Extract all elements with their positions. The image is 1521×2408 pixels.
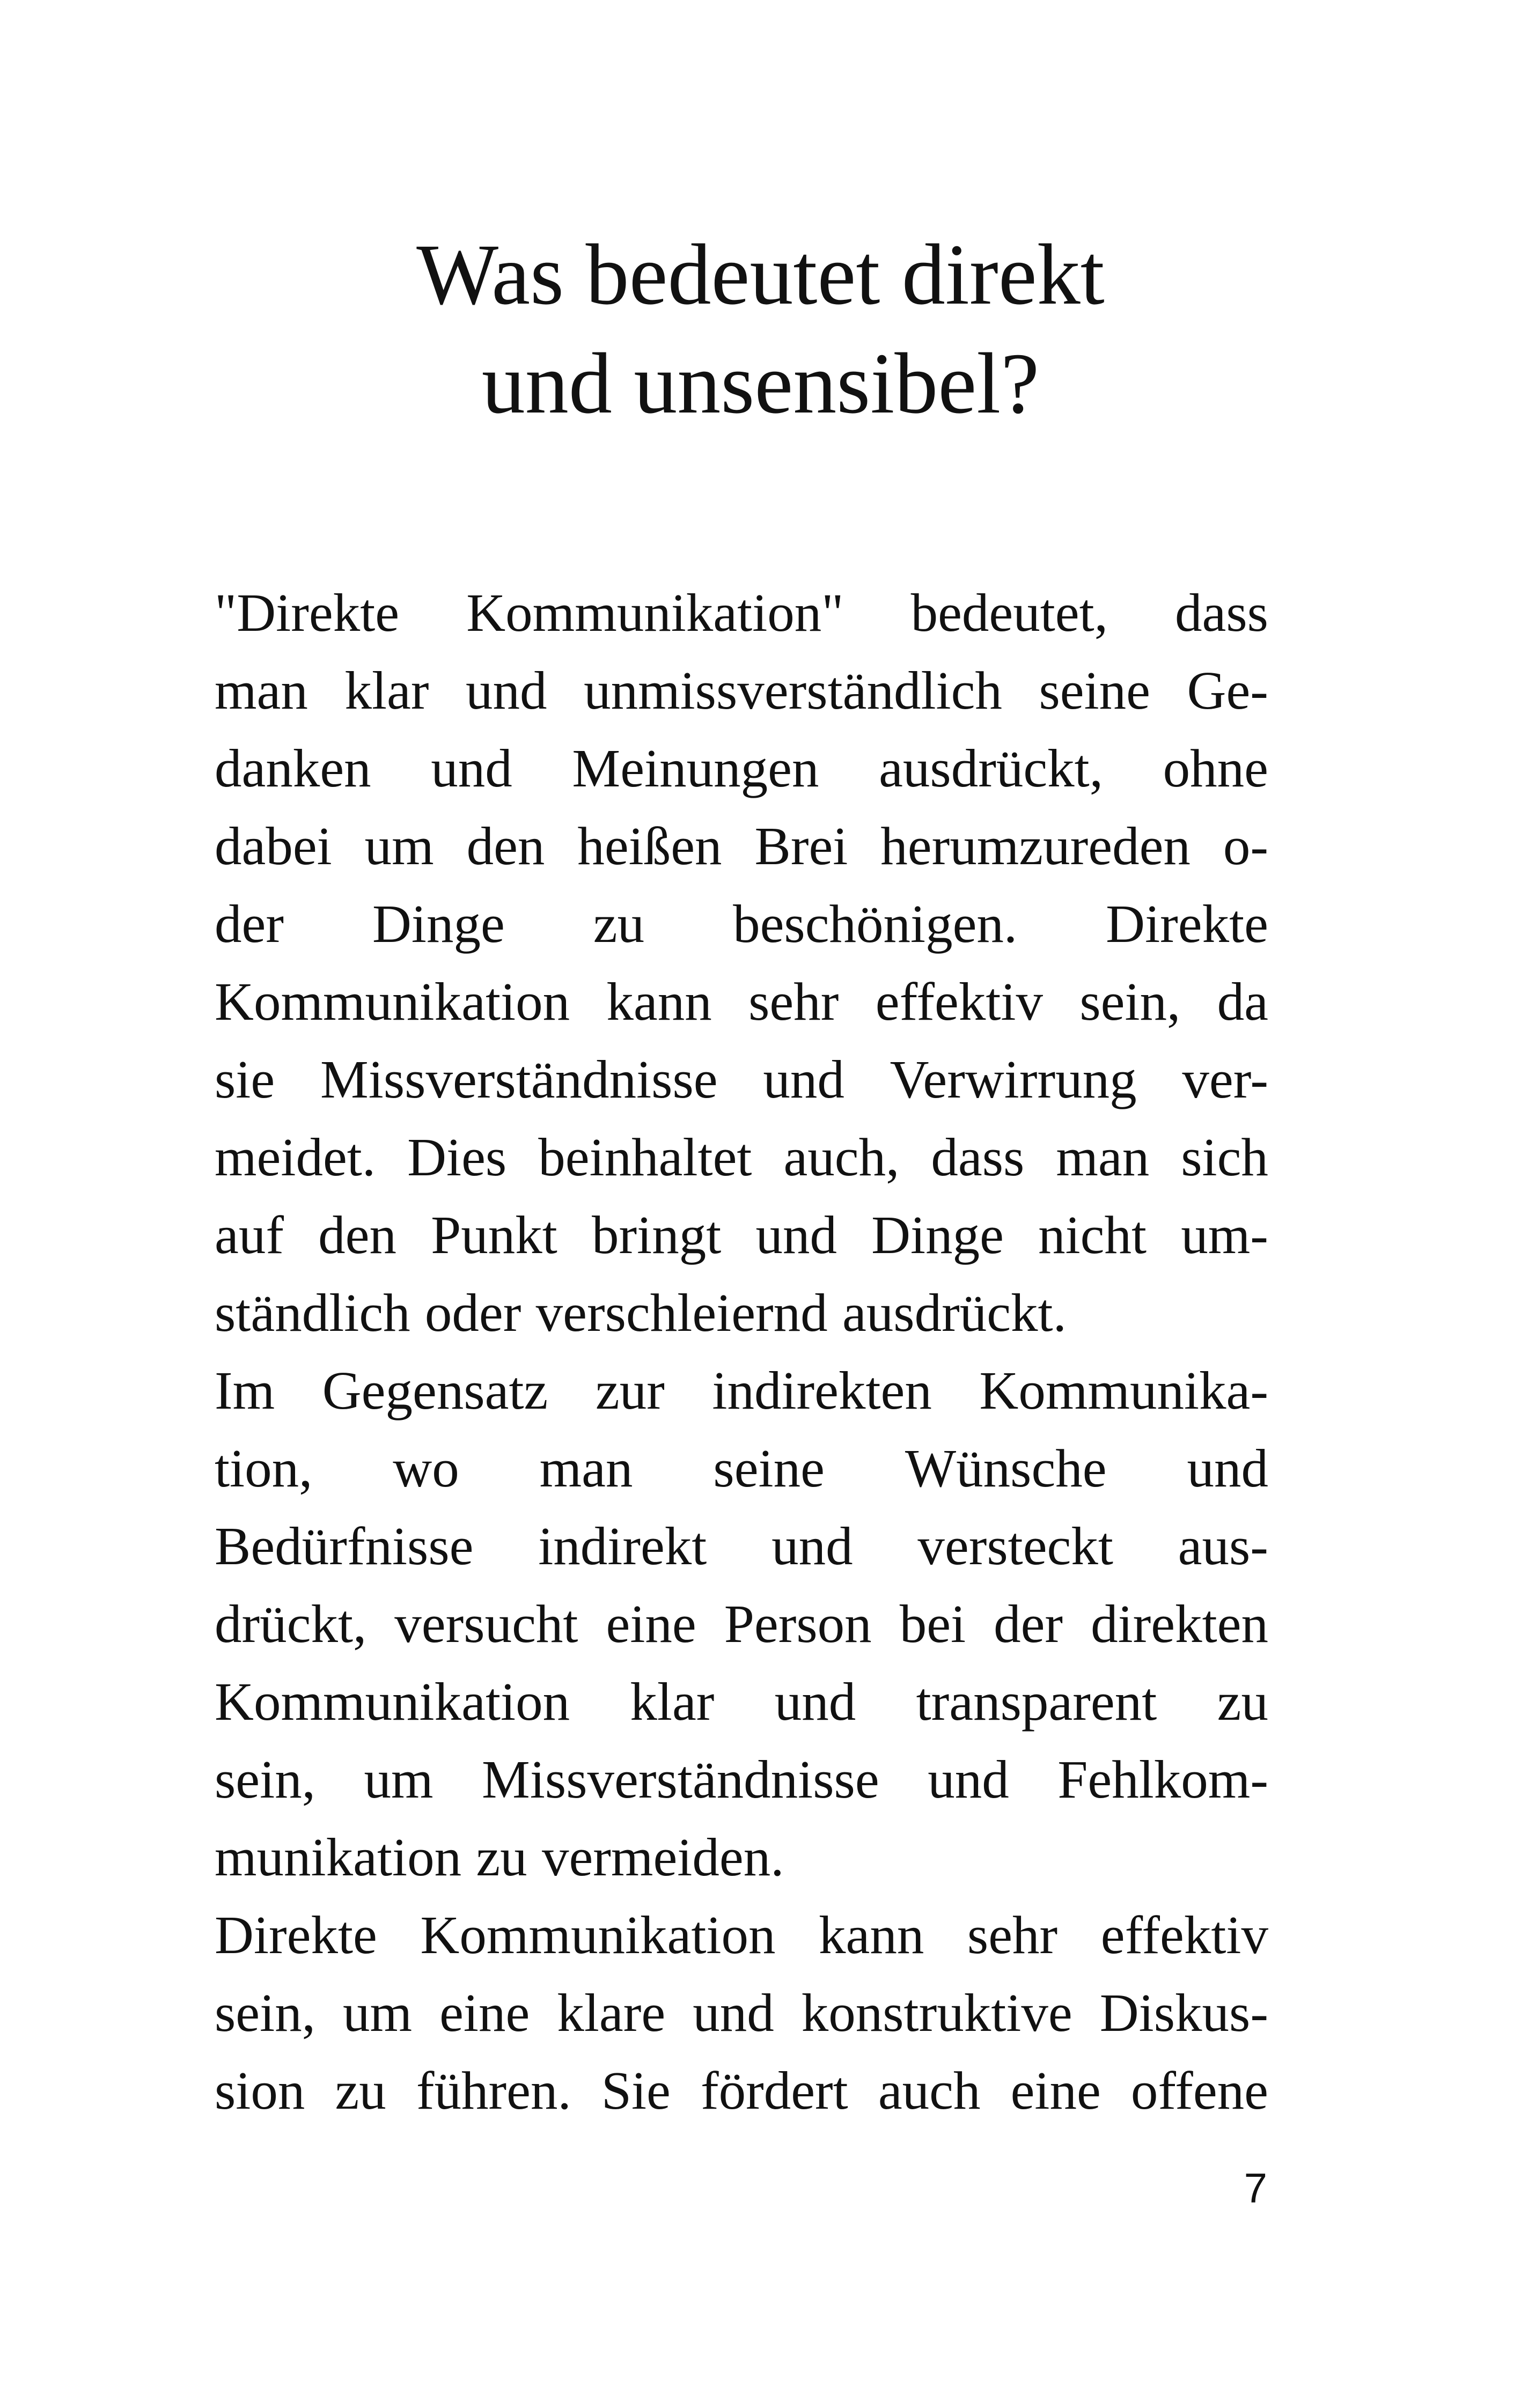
word: zur xyxy=(595,1360,665,1420)
word: Verwirrung xyxy=(890,1049,1137,1109)
word: auch xyxy=(878,2060,981,2120)
text-line xyxy=(215,885,1268,963)
word: Direkte xyxy=(1106,894,1268,954)
text-line xyxy=(215,1741,1268,1818)
word: und xyxy=(763,1049,844,1109)
word: heißen xyxy=(577,816,722,876)
word: Direkte xyxy=(215,1905,377,1965)
word: Meinungen xyxy=(572,738,819,798)
word: verschleiernd xyxy=(535,1283,828,1343)
text-line xyxy=(215,2052,1268,2130)
word: seine xyxy=(713,1438,825,1498)
word: sein, xyxy=(215,1983,315,2043)
word: zu xyxy=(335,2060,386,2120)
word: sie xyxy=(215,1049,275,1109)
chapter-title-line-2: und unsensibel? xyxy=(481,336,1040,432)
text-line xyxy=(215,807,1268,885)
word: Kommunika- xyxy=(979,1360,1268,1420)
word: Ge- xyxy=(1187,660,1268,720)
word: dabei xyxy=(215,816,332,876)
chapter-title-line-1: Was bedeutet direkt xyxy=(416,227,1105,323)
word: Wünsche xyxy=(905,1438,1107,1498)
word: klar xyxy=(344,660,429,720)
word: offene xyxy=(1130,2060,1268,2120)
word: der xyxy=(994,1594,1063,1654)
word: herumzureden xyxy=(880,816,1191,876)
text-line xyxy=(215,1041,1268,1118)
word: klar xyxy=(630,1671,715,1732)
text-line xyxy=(215,730,1268,807)
word: Kommunikation xyxy=(215,971,570,1032)
text-line xyxy=(215,1663,1268,1741)
word: transparent xyxy=(916,1671,1157,1732)
text-line xyxy=(215,1974,1268,2052)
word: da xyxy=(1217,971,1268,1032)
word: sein, xyxy=(215,1749,315,1809)
word: Dies xyxy=(407,1127,507,1187)
word: Dinge xyxy=(871,1205,1004,1265)
word: eine xyxy=(1010,2060,1101,2120)
word: ausdrückt. xyxy=(842,1283,1067,1343)
word: den xyxy=(318,1205,396,1265)
word: man xyxy=(215,660,308,720)
word: man xyxy=(1056,1127,1150,1187)
word: ausdrückt, xyxy=(879,738,1103,798)
text-line xyxy=(215,1196,1268,1274)
word: versucht xyxy=(394,1594,578,1654)
word: und xyxy=(1187,1438,1268,1498)
word: auch, xyxy=(783,1127,900,1187)
word: fördert xyxy=(700,2060,848,2120)
word: und xyxy=(928,1749,1009,1809)
word: Brei xyxy=(754,816,848,876)
word: Kommunikation" xyxy=(466,583,844,643)
text-line xyxy=(215,1118,1268,1196)
word: den xyxy=(466,816,545,876)
word: kann xyxy=(606,971,712,1032)
word: Fehlkom- xyxy=(1057,1749,1268,1809)
word: sein, xyxy=(1079,971,1181,1032)
word: konstruktive xyxy=(801,1983,1072,2043)
word: dass xyxy=(931,1127,1025,1187)
word: und xyxy=(466,660,547,720)
word: nicht xyxy=(1038,1205,1147,1265)
word: sion xyxy=(215,2060,305,2120)
word: und xyxy=(755,1205,837,1265)
word: o- xyxy=(1223,816,1268,876)
word: eine xyxy=(606,1594,696,1654)
text-line xyxy=(215,1818,1268,1896)
word: bei xyxy=(899,1594,966,1654)
word: um xyxy=(364,816,434,876)
word: um xyxy=(364,1749,433,1809)
word: ständlich xyxy=(215,1283,410,1343)
word: bringt xyxy=(592,1205,722,1265)
word: führen. xyxy=(416,2060,571,2120)
word: kann xyxy=(819,1905,924,1965)
word: indirekt xyxy=(538,1516,707,1576)
text-line xyxy=(215,574,1268,652)
word: eine xyxy=(439,1983,530,2043)
word: drückt, xyxy=(215,1594,367,1654)
word: ohne xyxy=(1163,738,1268,798)
word: beinhaltet xyxy=(538,1127,752,1187)
word: und xyxy=(693,1983,774,2043)
word: tion, xyxy=(215,1438,313,1498)
word: munikation xyxy=(215,1827,462,1887)
word: ver- xyxy=(1182,1049,1268,1109)
word: und xyxy=(771,1516,853,1576)
word: Sie xyxy=(601,2060,671,2120)
word: indirekten xyxy=(712,1360,932,1420)
word: um- xyxy=(1181,1205,1268,1265)
word: zu xyxy=(593,894,645,954)
word: Kommunikation xyxy=(215,1671,570,1732)
word: man xyxy=(539,1438,633,1498)
word: zu xyxy=(1217,1671,1268,1732)
word: bedeutet, xyxy=(910,583,1108,643)
word: zu xyxy=(476,1827,527,1887)
word: effektiv xyxy=(875,971,1043,1032)
word: seine xyxy=(1039,660,1150,720)
word: sehr xyxy=(967,1905,1058,1965)
word: Person xyxy=(724,1594,872,1654)
word: oder xyxy=(424,1283,521,1343)
page-number: 7 xyxy=(1244,2164,1267,2212)
word: Punkt xyxy=(431,1205,557,1265)
word: dass xyxy=(1175,583,1268,643)
word: danken xyxy=(215,738,371,798)
word: sich xyxy=(1181,1127,1268,1187)
word: um xyxy=(342,1983,413,2043)
text-line xyxy=(215,1896,1268,1974)
text-line xyxy=(215,1430,1268,1507)
text-line xyxy=(215,1585,1268,1663)
word: versteckt xyxy=(917,1516,1113,1576)
word: wo xyxy=(393,1438,459,1498)
word: auf xyxy=(215,1205,284,1265)
word: unmissverständlich xyxy=(584,660,1002,720)
text-line xyxy=(215,1274,1268,1352)
word: Gegensatz xyxy=(322,1360,548,1420)
word: und xyxy=(431,738,512,798)
word: meidet. xyxy=(215,1127,376,1187)
text-line xyxy=(215,1507,1268,1585)
word: vermeiden. xyxy=(541,1827,784,1887)
word: Kommunikation xyxy=(420,1905,776,1965)
word: der xyxy=(215,894,284,954)
text-line xyxy=(215,963,1268,1041)
word: Im xyxy=(215,1360,275,1420)
word: beschönigen. xyxy=(733,894,1018,954)
body-text xyxy=(215,574,1268,2130)
word: klare xyxy=(557,1983,666,2043)
word: Diskus- xyxy=(1099,1983,1268,2043)
word: aus- xyxy=(1178,1516,1268,1576)
text-line xyxy=(215,652,1268,730)
word: direkten xyxy=(1091,1594,1268,1654)
word: effektiv xyxy=(1100,1905,1268,1965)
word: Bedürfnisse xyxy=(215,1516,474,1576)
text-line xyxy=(215,1352,1268,1430)
word: Missverständnisse xyxy=(320,1049,718,1109)
word: sehr xyxy=(748,971,839,1032)
word: "Direkte xyxy=(215,583,400,643)
word: Missverständnisse xyxy=(482,1749,879,1809)
word: Dinge xyxy=(372,894,505,954)
word: und xyxy=(774,1671,856,1732)
